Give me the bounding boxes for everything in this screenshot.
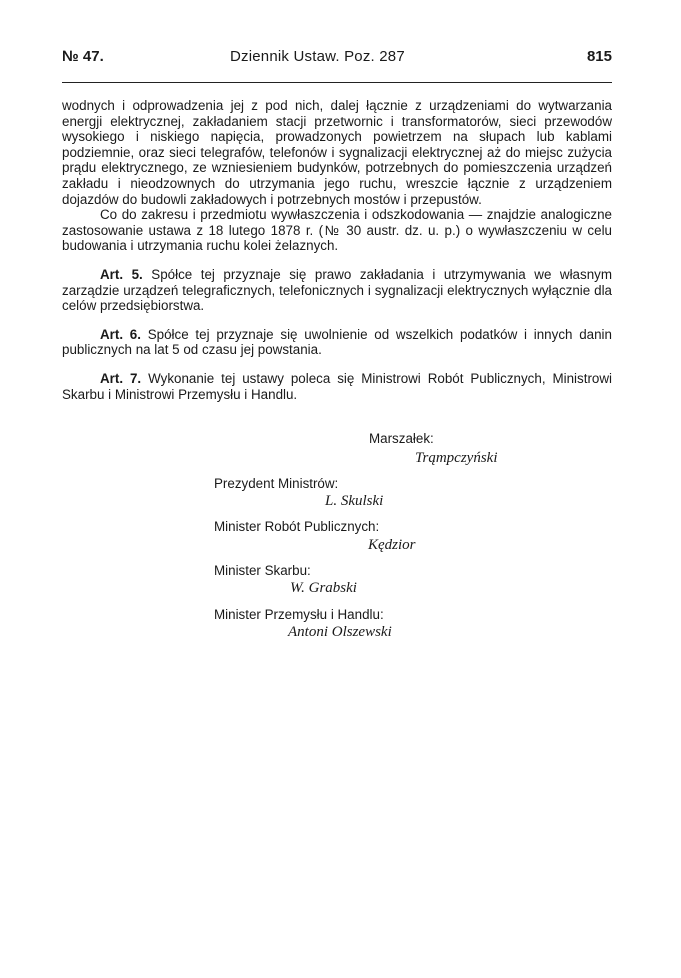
prime-minister-signature: L. Skulski <box>325 493 384 509</box>
article-6-label: Art. 6. <box>100 326 141 342</box>
article-6-text: Spółce tej przyznaje się uwolnienie od wszelkich podatków i innych danin publicznych na lat 5 od czasu jej powstania. <box>62 326 612 358</box>
public-works-minister-title: Minister Robót Publicznych: <box>214 519 380 534</box>
article-7 <box>62 371 612 402</box>
prime-minister-title: Prezydent Ministrów: <box>214 476 339 491</box>
public-works-minister-signature: Kędzior <box>368 537 416 553</box>
article-5-text: Spółce tej przyznaje się prawo zakładania i utrzymywania we własnym zarządzie urządzeń telegraficznych, telefonicznych i sygnalizacji elektrycznych wyłącznie dla celów przedsiębiorstwa. <box>62 266 612 314</box>
industry-minister-title: Minister Przemysłu i Handlu: <box>214 607 384 622</box>
paragraph-continuation: wodnych i odprowadzenia jej z pod nich, dalej łącznie z urządzeniami do wytwarzania energji elektrycznej, zakładaniem stacji przetwornic i transformatorów, sieci przewodów wysokiego i niskiego napięcia, prowadzonych powietrzem na słupach lub kablami podziemnie, oraz sieci telegrafów, telefonów i sygnalizacji elektrycznej aż do miejsc zużycia prądu elektrycznego, ze wzniesieniem budynków, potrzebnych do pomieszczenia urządzeń zakładu i nieodzownych do utrzymania jego ruchu, wreszcie łącznie z urządzeniem dojazdów do budowli zakładowych i potrzebnych mostów i przepustów. <box>62 98 612 207</box>
article-7-text: Wykonanie tej ustawy poleca się Ministrowi Robót Publicznych, Ministrowi Skarbu i Ministrowi Przemysłu i Handlu. <box>62 370 612 402</box>
marshal-title: Marszałek: <box>369 431 434 446</box>
page-number: 815 <box>586 48 612 65</box>
page-header <box>62 48 612 70</box>
journal-title: Dziennik Ustaw. Poz. 287 <box>230 48 405 65</box>
body-text <box>62 98 612 402</box>
article-5 <box>62 267 612 314</box>
article-5-label: Art. 5. <box>100 266 143 282</box>
article-7-label: Art. 7. <box>100 370 142 386</box>
industry-minister-signature: Antoni Olszewski <box>288 624 392 640</box>
marshal-signature: Trąmpczyński <box>415 450 498 466</box>
issue-number: № 47. <box>62 48 104 65</box>
treasury-minister-signature: W. Grabski <box>290 580 357 596</box>
header-rule <box>62 82 612 83</box>
treasury-minister-title: Minister Skarbu: <box>214 563 311 578</box>
article-6 <box>62 327 612 358</box>
paragraph-expropriation: Co do zakresu i przedmiotu wywłaszczenia i odszkodowania — znajdzie analogiczne zastosowanie ustawa z 18 lutego 1878 r. (№ 30 austr. dz. u. p.) o wywłaszczeniu w celu budowania i utrzymania ruchu kolei żelaznych. <box>62 207 612 254</box>
